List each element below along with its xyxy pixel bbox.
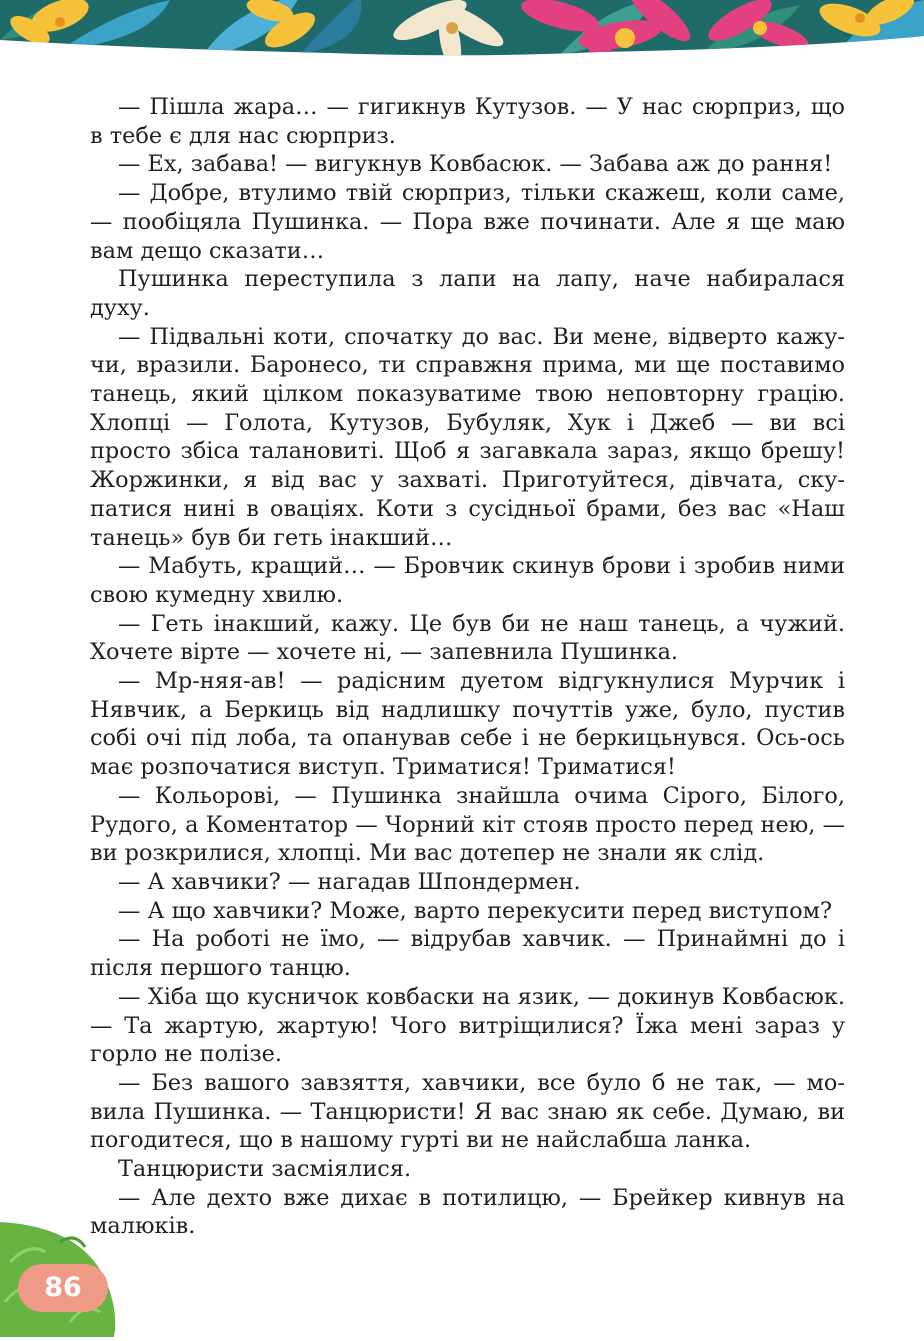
paragraph: — Геть інакший, кажу. Це був би не наш танець, а чужий. Хочете вірте — хочете ні, — запевнила Пушинка. [90, 610, 845, 666]
paragraph: — Добре, втулимо твій сюрприз, тільки скажеш, коли саме, — пообіцяла Пушинка. — Пора вже починати. Але я ще маю вам дещо сказати… [90, 180, 845, 264]
paragraph: — Ех, забава! — вигукнув Ковбасюк. — Забава аж до рання! [118, 151, 833, 178]
paragraph: Танцюристи засміялися. [118, 1156, 412, 1183]
paragraph: — А що хавчики? Може, варто перекусити перед виступом? [118, 897, 833, 924]
paragraph: — Без вашого завзяття, хавчики, все було б не так, — мовила Пушинка. — Танцюристи! Я вас знаю як себе. Думаю, ви погодитеся, що в нашому гурті ви не найслабша ланка. [90, 1069, 845, 1154]
paragraph: — Підвальні коти, спочатку до вас. Ви мене, відверто кажучи, вразили. Баронесо, ти справжня прима, ми ще поставимо танець, який цілком показуватиме твою неповторну грацію. Хлопці — Голота, Кутузов, Бубуляк, Хук і Джеб — ви всі просто збіса талановиті. Щоб я загавкала зараз, якщо брешу! Жоржинки, я від вас у захваті. Приготуйтеся, дівчата, скупатися нині в оваціях. Коти з сусідньої брами, без вас «Наш танець» був би геть інакший… [90, 323, 845, 551]
paragraph: — Кольорові, — Пушинка знайшла очима Сірого, Білого, Рудого, а Коментатор — Чорний кіт стояв просто перед нею, — ви розкрилися, хлопці. Ми вас дотепер не знали як слід. [90, 782, 845, 867]
paragraph: — Мабуть, кращий… — Бровчик скинув брови і зробив ними свою кумедну хвилю. [90, 553, 845, 608]
paragraph: — Мр-няя-ав! — радісним дуетом відгукнулися Мурчик і Нявчик, а Беркиць від надлишку почуттів уже, було, пустив собі очі під лоба, та опанував себе і не беркицьнувся. Ось-ось має розпочатися виступ. Триматися! Триматися! [90, 668, 845, 781]
paragraph: — Але дехто вже дихає в потилицю, — Брейкер кивнув на малюків. [90, 1184, 845, 1240]
flower-banner-icon [0, 0, 924, 62]
page-number: 86 [18, 1264, 108, 1312]
paragraph: — А хавчики? — нагадав Шпондермен. [118, 868, 581, 895]
paragraph: — Пішла жара… — гигикнув Кутузов. — У нас сюрприз, що в тебе є для нас сюрприз. [90, 94, 845, 149]
paragraph: — На роботі не їмо, — відрубав хавчик. — Принаймні до і після першого танцю. [90, 926, 845, 982]
story-text [90, 93, 845, 1241]
paragraph: Пушинка переступила з лапи на лапу, наче набиралася духу. [90, 266, 845, 321]
paragraph: — Хіба що кусничок ковбаски на язик, — докинув Ковбасюк. — Та жартую, жартую! Чого витріщилися? Їжа мені зараз у горло не полізе. [90, 983, 845, 1068]
